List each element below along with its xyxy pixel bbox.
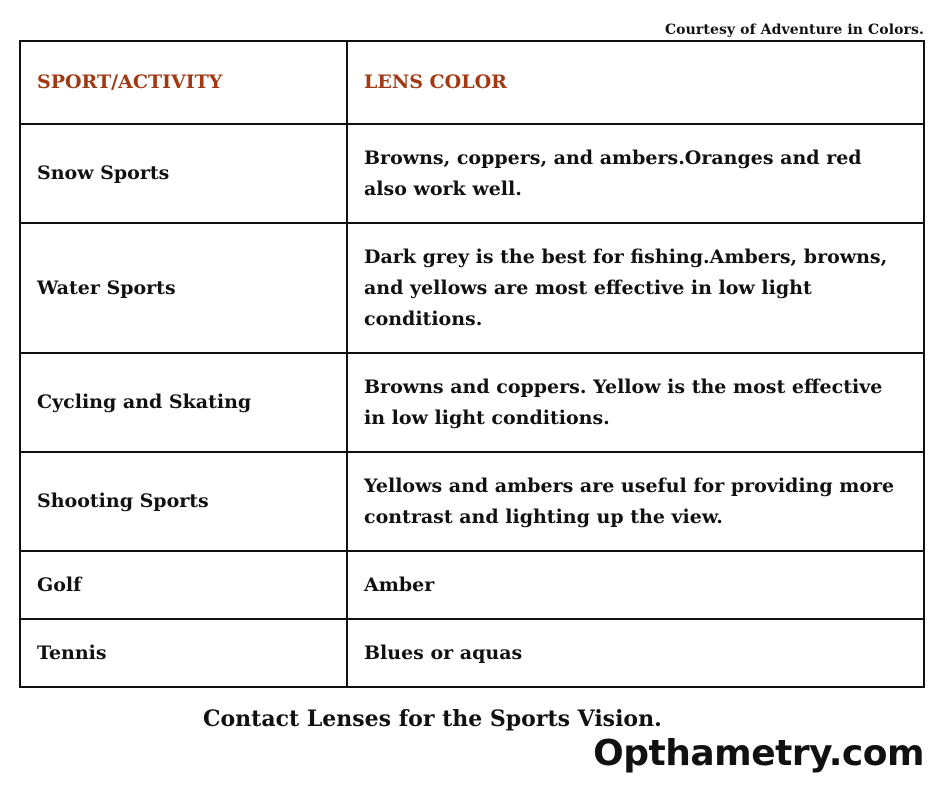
courtesy-credit: Courtesy of Adventure in Colors. — [664, 22, 924, 38]
lens-cell: Amber — [347, 551, 924, 619]
table-header-row — [20, 41, 924, 124]
table-row — [20, 353, 924, 452]
sport-cell: Snow Sports — [20, 124, 347, 223]
table-row — [20, 619, 924, 687]
brand-logo-text: Opthametry.com — [593, 733, 924, 774]
sports-lens-color-table — [19, 40, 925, 688]
lens-cell: Dark grey is the best for fishing.Ambers, browns, and yellows are most effective in low light conditions. — [347, 223, 924, 353]
lens-cell: Browns, coppers, and ambers.Oranges and red also work well. — [347, 124, 924, 223]
table-row — [20, 452, 924, 551]
table-row — [20, 124, 924, 223]
sport-cell: Shooting Sports — [20, 452, 347, 551]
lens-cell: Browns and coppers. Yellow is the most effective in low light conditions. — [347, 353, 924, 452]
table-row — [20, 223, 924, 353]
sport-cell: Golf — [20, 551, 347, 619]
table-row — [20, 551, 924, 619]
sport-cell: Tennis — [20, 619, 347, 687]
sport-cell: Cycling and Skating — [20, 353, 347, 452]
lens-cell: Blues or aquas — [347, 619, 924, 687]
header-lens-color: LENS COLOR — [347, 41, 924, 124]
table-caption: Contact Lenses for the Sports Vision. — [203, 706, 662, 732]
sport-cell: Water Sports — [20, 223, 347, 353]
lens-cell: Yellows and ambers are useful for providing more contrast and lighting up the view. — [347, 452, 924, 551]
header-sport-activity: SPORT/ACTIVITY — [20, 41, 347, 124]
